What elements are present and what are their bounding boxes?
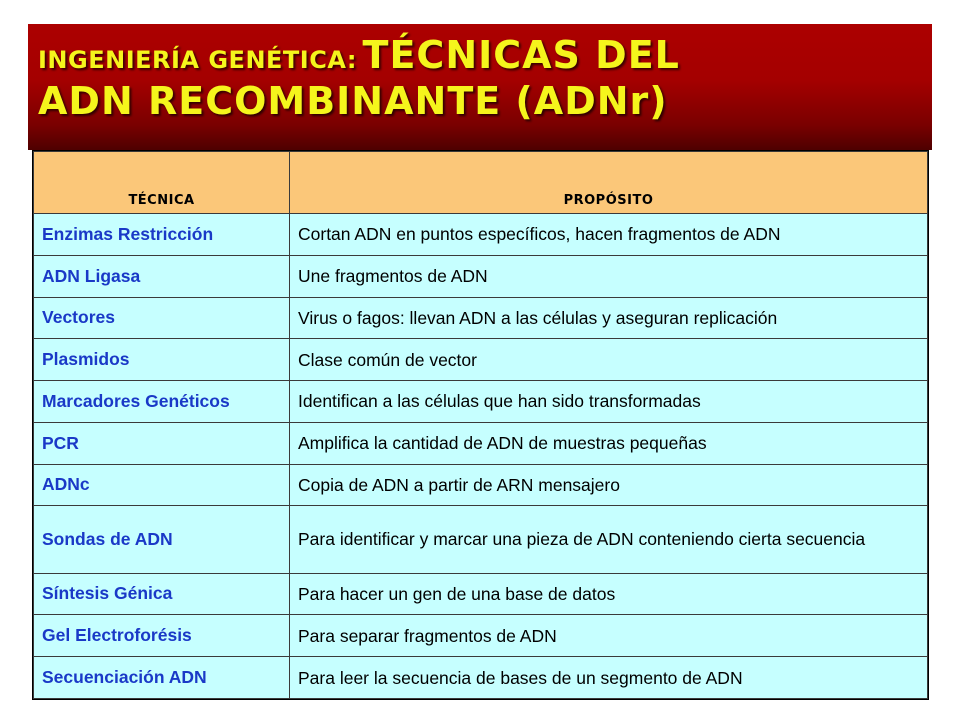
table-row [34, 381, 928, 423]
table-row [34, 615, 928, 657]
purpose-cell: Para leer la secuencia de bases de un segmento de ADN [290, 657, 928, 699]
purpose-cell: Copia de ADN a partir de ARN mensajero [290, 464, 928, 506]
technique-cell: Sondas de ADN [34, 506, 290, 573]
techniques-table-frame [32, 150, 929, 700]
table-row [34, 422, 928, 464]
header-purpose: PROPÓSITO [290, 152, 928, 214]
purpose-cell: Para hacer un gen de una base de datos [290, 573, 928, 615]
technique-cell: Marcadores Genéticos [34, 381, 290, 423]
table-row [34, 297, 928, 339]
technique-cell: ADN Ligasa [34, 255, 290, 297]
title-line-2: ADN RECOMBINANTE (ADNr) [38, 79, 668, 123]
purpose-cell: Cortan ADN en puntos específicos, hacen fragmentos de ADN [290, 214, 928, 256]
techniques-table [33, 151, 928, 699]
purpose-cell: Une fragmentos de ADN [290, 255, 928, 297]
table-header-row [34, 152, 928, 214]
purpose-cell: Clase común de vector [290, 339, 928, 381]
purpose-cell: Virus o fagos: llevan ADN a las células y aseguran replicación [290, 297, 928, 339]
purpose-cell: Para identificar y marcar una pieza de ADN conteniendo cierta secuencia [290, 506, 928, 573]
technique-cell: PCR [34, 422, 290, 464]
technique-cell: Vectores [34, 297, 290, 339]
title-banner [28, 24, 932, 150]
technique-cell: ADNc [34, 464, 290, 506]
technique-cell: Secuenciación ADN [34, 657, 290, 699]
technique-cell: Enzimas Restricción [34, 214, 290, 256]
title-main-part1: TÉCNICAS DEL [362, 33, 680, 77]
table-row [34, 573, 928, 615]
table-row [34, 657, 928, 699]
technique-cell: Plasmidos [34, 339, 290, 381]
purpose-cell: Amplifica la cantidad de ADN de muestras pequeñas [290, 422, 928, 464]
table-row [34, 506, 928, 573]
table-row [34, 214, 928, 256]
header-technique: TÉCNICA [34, 152, 290, 214]
table-row [34, 464, 928, 506]
technique-cell: Síntesis Génica [34, 573, 290, 615]
table-row [34, 339, 928, 381]
technique-cell: Gel Electroforésis [34, 615, 290, 657]
purpose-cell: Identifican a las células que han sido transformadas [290, 381, 928, 423]
purpose-cell: Para separar fragmentos de ADN [290, 615, 928, 657]
table-row [34, 255, 928, 297]
title-line-1 [38, 33, 932, 77]
title-prefix: INGENIERÍA GENÉTICA: [38, 46, 357, 74]
